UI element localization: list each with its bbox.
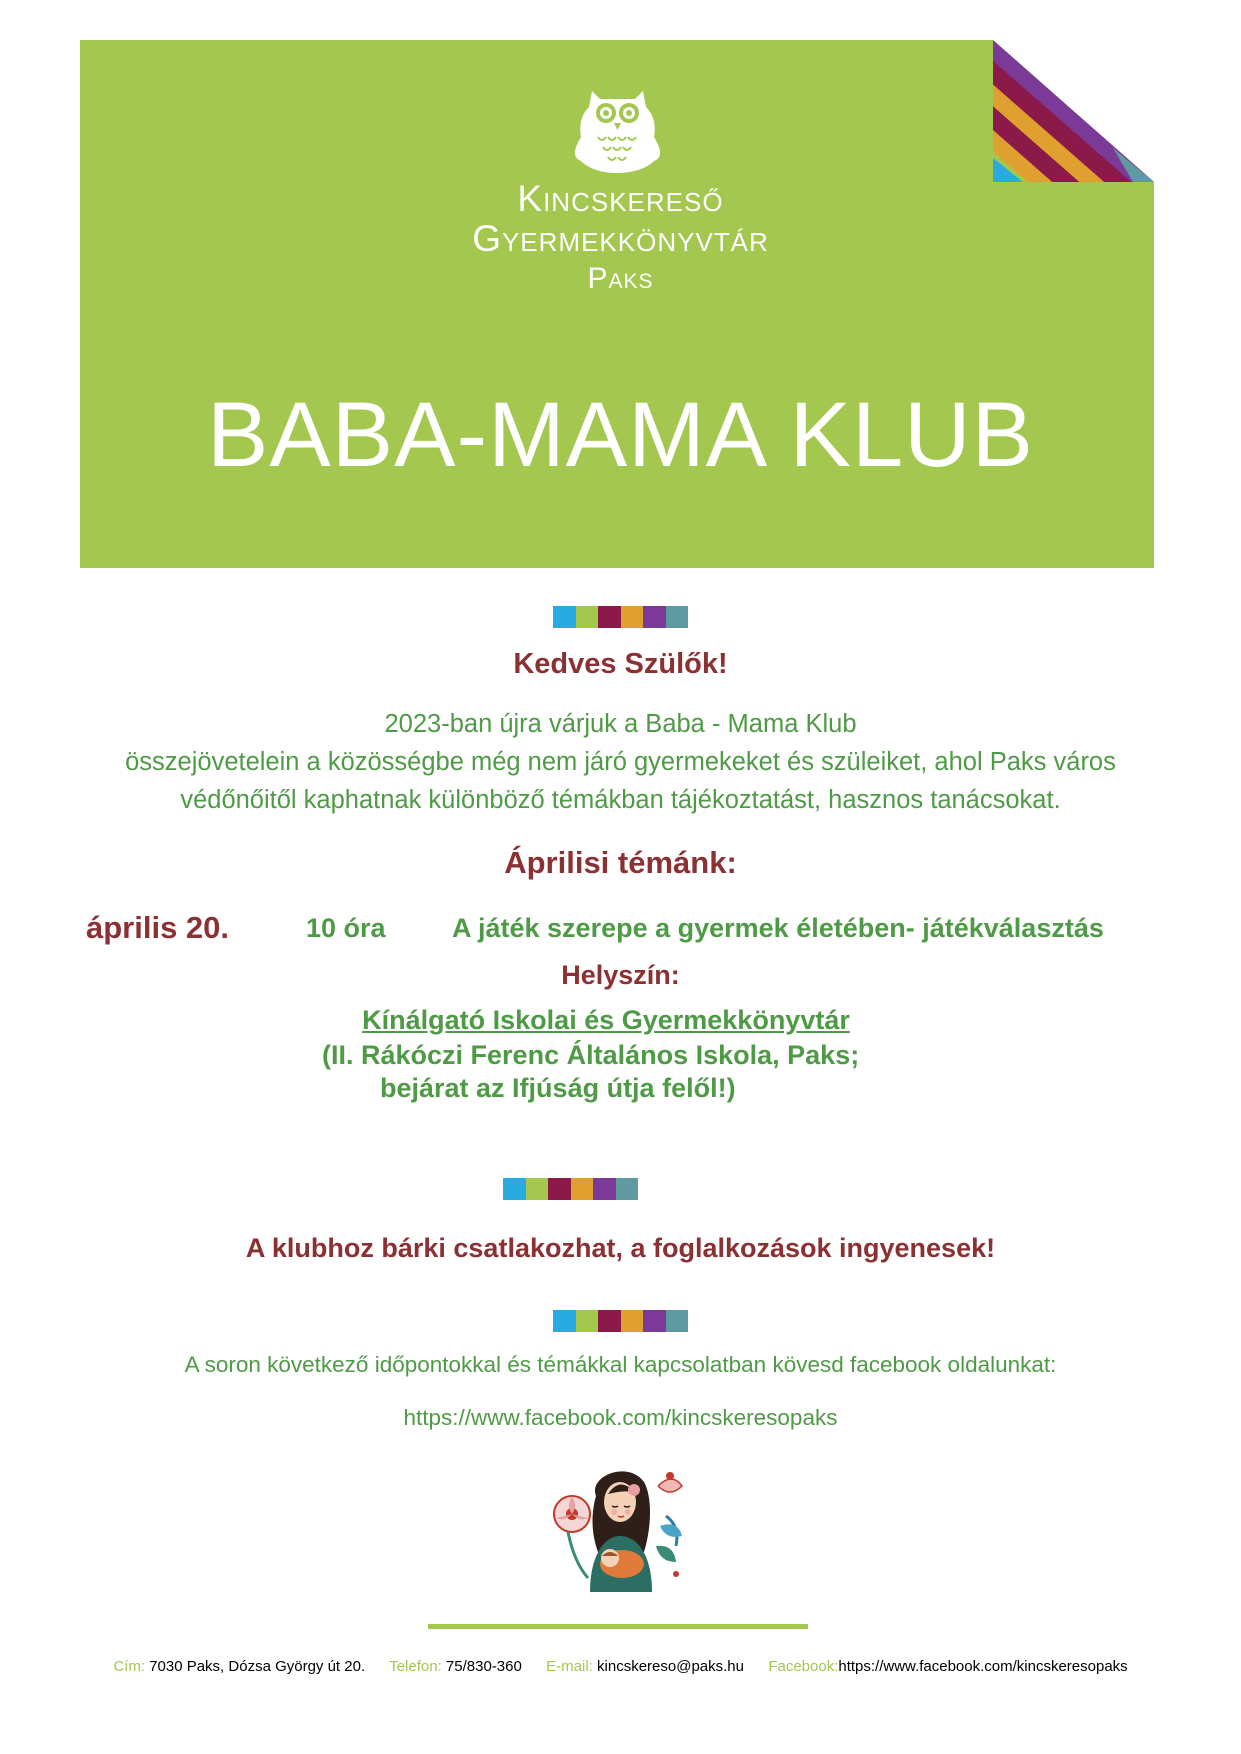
footer-contact xyxy=(0,1658,1241,1675)
logo-line-3: Paks xyxy=(587,262,654,295)
location-label: Helyszín: xyxy=(561,960,680,990)
venue-name-link[interactable]: Kínálgató Iskolai és Gyermekkönyvtár xyxy=(362,1005,850,1035)
event-date: április 20. xyxy=(86,910,230,945)
facebook-link[interactable]: https://www.facebook.com/kincskeresopaks xyxy=(403,1405,838,1430)
banner-title: BABA-MAMA KLUB xyxy=(207,384,1034,486)
footer-email-link[interactable]: kincskereso@paks.hu xyxy=(597,1658,744,1675)
footer-address-label: Cím: xyxy=(113,1658,145,1675)
venue-address-line-2: bejárat az Ifjúság útja felől!) xyxy=(380,1073,736,1103)
free-notice: A klubhoz bárki csatlakozhat, a foglalkozások ingyenesek! xyxy=(245,1233,996,1263)
event-time: 10 óra xyxy=(306,913,386,943)
footer-phone: 75/830-360 xyxy=(445,1658,522,1675)
mother-baby-illustration xyxy=(548,1456,690,1598)
footer-address: 7030 Paks, Dózsa György út 20. xyxy=(149,1658,366,1675)
page-curl-corner xyxy=(993,40,1154,182)
footer-facebook-label: Facebook: xyxy=(768,1658,839,1675)
footer-divider xyxy=(428,1624,808,1629)
logo-line-1: Kincskereső xyxy=(517,178,724,219)
topic-heading: Áprilisi témánk: xyxy=(504,845,737,880)
logo-line-2: Gyermekkönyvtár xyxy=(472,218,769,259)
owl-logo-icon xyxy=(570,85,665,175)
color-stripe-divider xyxy=(503,1178,638,1200)
intro-line: összejövetelein a közösségbe még nem járó gyermekeket és szüleiket, ahol Paks város xyxy=(125,748,1116,776)
footer-phone-label: Telefon: xyxy=(389,1658,442,1675)
greeting-heading: Kedves Szülők! xyxy=(513,648,728,680)
intro-paragraph xyxy=(0,705,1241,819)
venue-address-line-1: (II. Rákóczi Ferenc Általános Iskola, Paks; xyxy=(322,1040,860,1070)
intro-line: 2023-ban újra várjuk a Baba - Mama Klub xyxy=(384,710,857,738)
color-stripe-divider xyxy=(553,1310,688,1332)
intro-line: védőnőitől kaphatnak különböző témákban tájékoztatást, hasznos tanácsokat. xyxy=(180,786,1061,814)
follow-text: A soron következő időpontokkal és témákkal kapcsolatban kövesd facebook oldalunkat: xyxy=(184,1352,1057,1377)
event-title: A játék szerepe a gyermek életében- játékválasztás xyxy=(452,913,1104,943)
footer-facebook-link[interactable]: https://www.facebook.com/kincskeresopaks xyxy=(838,1658,1128,1675)
footer-email-label: E-mail: xyxy=(546,1658,593,1675)
color-stripe-divider xyxy=(553,606,688,628)
